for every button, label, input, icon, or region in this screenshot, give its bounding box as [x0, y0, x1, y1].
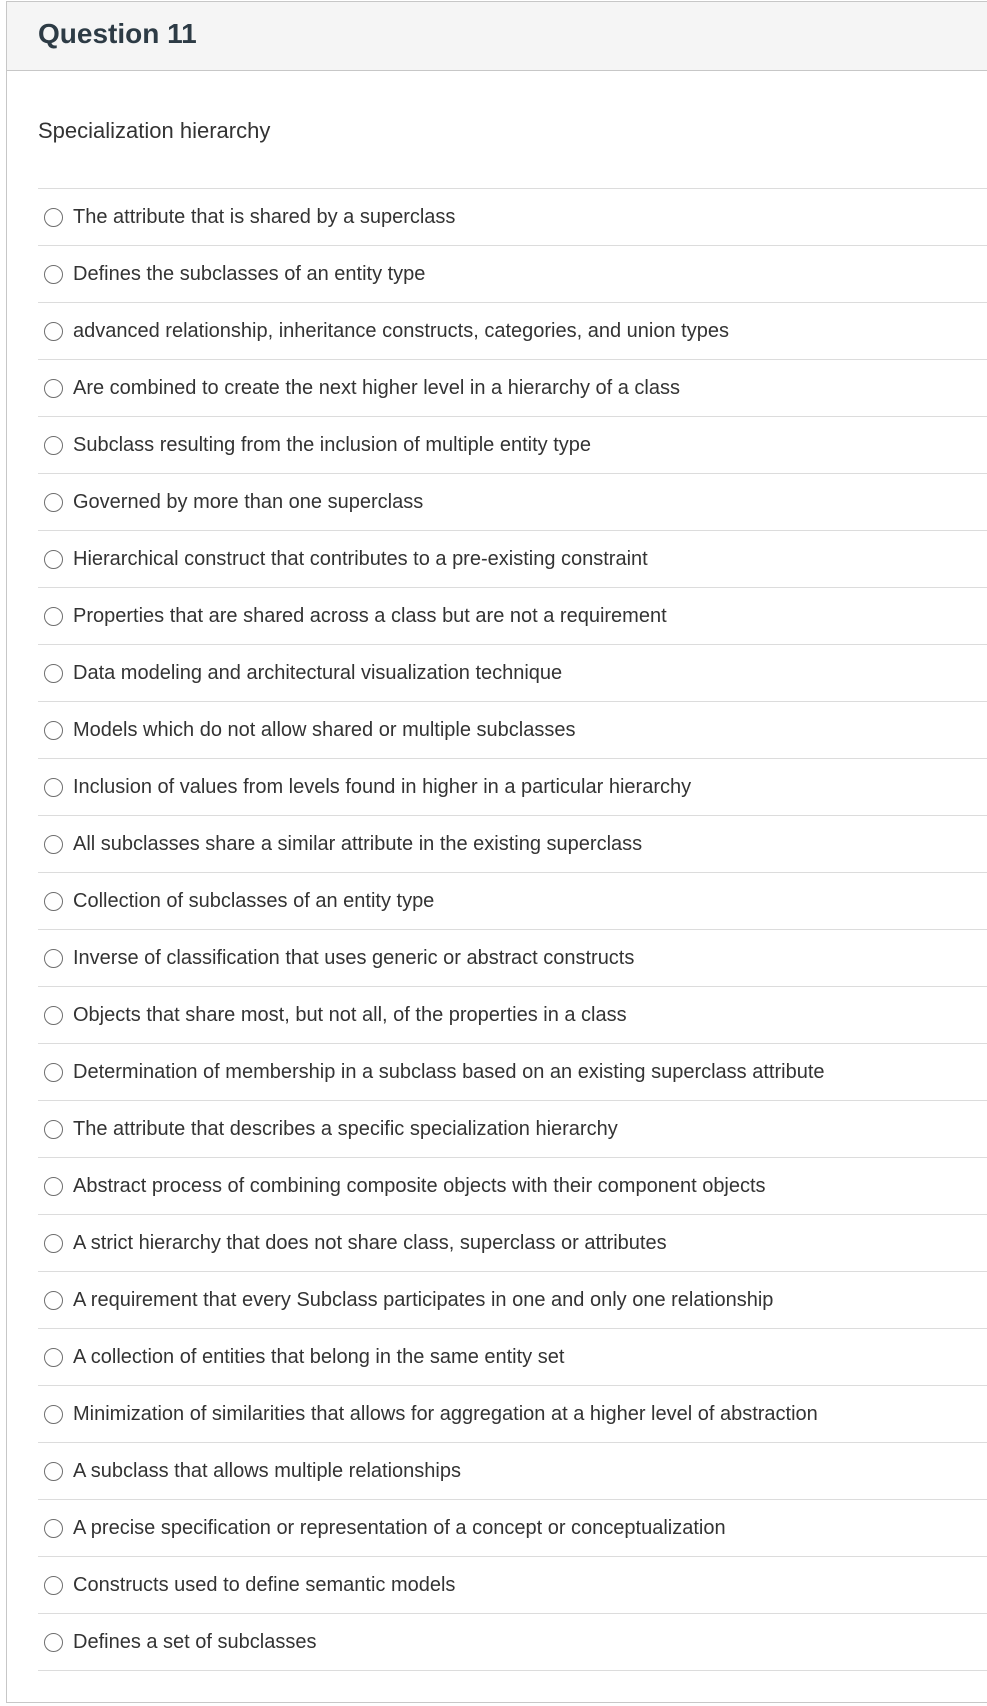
radio-button[interactable]: [44, 1234, 63, 1253]
question-text: Specialization hierarchy: [38, 118, 271, 143]
radio-button[interactable]: [44, 835, 63, 854]
answer-label[interactable]: Properties that are shared across a class but are not a requirement: [73, 604, 667, 627]
answer-option[interactable]: [38, 1158, 987, 1215]
answer-option[interactable]: [38, 531, 987, 588]
question-panel: [6, 1, 987, 1703]
answer-option[interactable]: [38, 303, 987, 360]
answer-list: [38, 188, 987, 1671]
answer-label[interactable]: The attribute that describes a specific specialization hierarchy: [73, 1117, 618, 1140]
radio-button[interactable]: [44, 1291, 63, 1310]
answer-label[interactable]: Data modeling and architectural visualization technique: [73, 661, 563, 684]
radio-button[interactable]: [44, 1348, 63, 1367]
answer-option[interactable]: [38, 1329, 987, 1386]
answer-label[interactable]: Objects that share most, but not all, of the properties in a class: [73, 1003, 627, 1026]
question-header: [7, 2, 987, 71]
answer-option[interactable]: [38, 702, 987, 759]
answer-option[interactable]: [38, 1101, 987, 1158]
answer-option[interactable]: [38, 759, 987, 816]
radio-button[interactable]: [44, 1576, 63, 1595]
answer-option[interactable]: [38, 1386, 987, 1443]
answer-label[interactable]: Defines a set of subclasses: [73, 1630, 317, 1653]
answer-option[interactable]: [38, 987, 987, 1044]
radio-button[interactable]: [44, 322, 63, 341]
radio-button[interactable]: [44, 1006, 63, 1025]
radio-button[interactable]: [44, 1177, 63, 1196]
answer-option[interactable]: [38, 645, 987, 702]
answer-label[interactable]: Governed by more than one superclass: [73, 490, 424, 513]
answer-option[interactable]: [38, 1614, 987, 1671]
radio-button[interactable]: [44, 1519, 63, 1538]
answer-option[interactable]: [38, 588, 987, 645]
radio-button[interactable]: [44, 778, 63, 797]
answer-label[interactable]: Models which do not allow shared or multiple subclasses: [73, 718, 576, 741]
answer-label[interactable]: Constructs used to define semantic models: [73, 1573, 456, 1596]
answer-label[interactable]: The attribute that is shared by a superclass: [73, 205, 456, 228]
answer-option[interactable]: [38, 474, 987, 531]
answer-option[interactable]: [38, 246, 987, 303]
answer-label[interactable]: Minimization of similarities that allows for aggregation at a higher level of abstraction: [73, 1402, 818, 1425]
answer-label[interactable]: Inverse of classification that uses generic or abstract constructs: [73, 946, 635, 969]
answer-label[interactable]: Abstract process of combining composite objects with their component objects: [73, 1174, 766, 1197]
answer-label[interactable]: Defines the subclasses of an entity type: [73, 262, 426, 285]
radio-button[interactable]: [44, 493, 63, 512]
radio-button[interactable]: [44, 1633, 63, 1652]
answer-label[interactable]: All subclasses share a similar attribute in the existing superclass: [73, 832, 643, 855]
question-title: Question 11: [38, 18, 197, 49]
radio-button[interactable]: [44, 664, 63, 683]
radio-button[interactable]: [44, 892, 63, 911]
answer-label[interactable]: Subclass resulting from the inclusion of multiple entity type: [73, 433, 592, 456]
radio-button[interactable]: [44, 721, 63, 740]
answer-option[interactable]: [38, 1500, 987, 1557]
radio-button[interactable]: [44, 436, 63, 455]
answer-option[interactable]: [38, 1044, 987, 1101]
question-body: [7, 71, 987, 1671]
radio-button[interactable]: [44, 1063, 63, 1082]
answer-option[interactable]: [38, 1443, 987, 1500]
answer-label[interactable]: Determination of membership in a subclass based on an existing superclass attribute: [73, 1060, 825, 1083]
answer-option[interactable]: [38, 417, 987, 474]
answer-option[interactable]: [38, 816, 987, 873]
radio-button[interactable]: [44, 550, 63, 569]
answer-option[interactable]: [38, 1557, 987, 1614]
answer-option[interactable]: [38, 1215, 987, 1272]
radio-button[interactable]: [44, 1120, 63, 1139]
answer-label[interactable]: Inclusion of values from levels found in higher in a particular hierarchy: [73, 775, 692, 798]
answer-label[interactable]: A collection of entities that belong in the same entity set: [73, 1345, 565, 1368]
radio-button[interactable]: [44, 379, 63, 398]
radio-button[interactable]: [44, 1405, 63, 1424]
answer-label[interactable]: advanced relationship, inheritance constructs, categories, and union types: [73, 319, 729, 342]
answer-label[interactable]: A subclass that allows multiple relationships: [73, 1459, 461, 1482]
answer-label[interactable]: Hierarchical construct that contributes to a pre-existing constraint: [73, 547, 648, 570]
radio-button[interactable]: [44, 208, 63, 227]
answer-option[interactable]: [38, 873, 987, 930]
radio-button[interactable]: [44, 607, 63, 626]
answer-option[interactable]: [38, 930, 987, 987]
answer-option[interactable]: [38, 189, 987, 246]
answer-option[interactable]: [38, 1272, 987, 1329]
answer-label[interactable]: A precise specification or representation of a concept or conceptualization: [73, 1516, 726, 1539]
answer-label[interactable]: A requirement that every Subclass participates in one and only one relationship: [73, 1288, 774, 1311]
answer-label[interactable]: A strict hierarchy that does not share class, superclass or attributes: [73, 1231, 667, 1254]
radio-button[interactable]: [44, 949, 63, 968]
answer-option[interactable]: [38, 360, 987, 417]
answer-label[interactable]: Collection of subclasses of an entity type: [73, 889, 435, 912]
answer-label[interactable]: Are combined to create the next higher level in a hierarchy of a class: [73, 376, 680, 399]
radio-button[interactable]: [44, 265, 63, 284]
radio-button[interactable]: [44, 1462, 63, 1481]
